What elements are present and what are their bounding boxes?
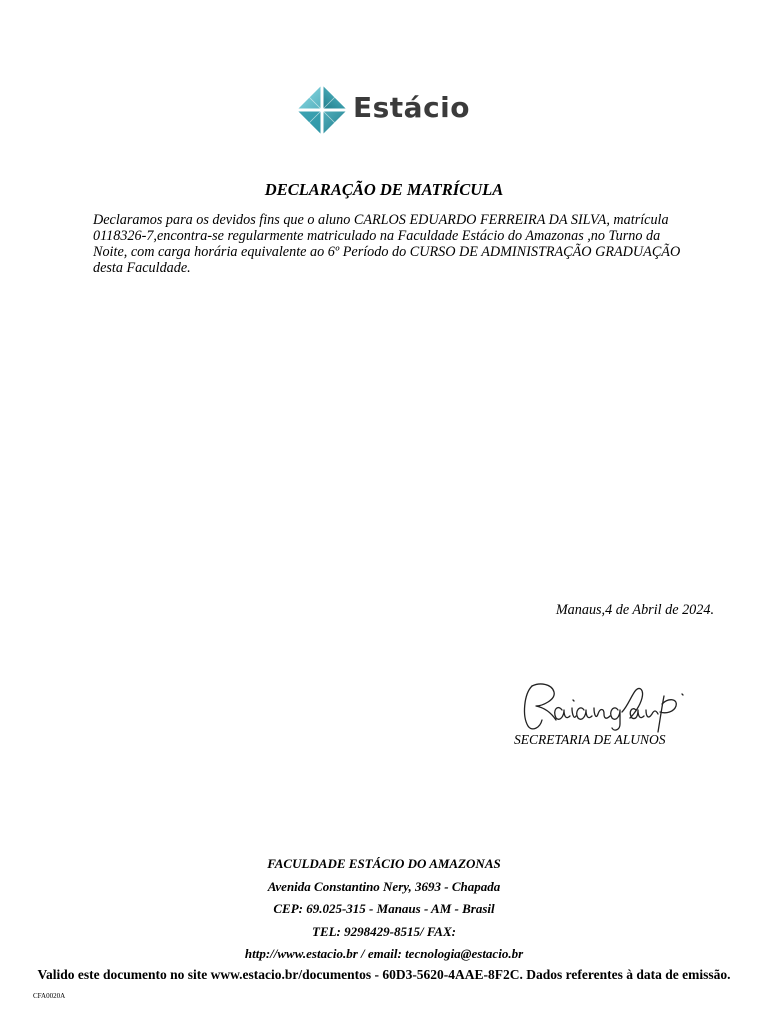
document-title: DECLARAÇÃO DE MATRÍCULA [264, 180, 504, 199]
estacio-diamond-icon [296, 84, 348, 136]
signature-office: SECRETARIA DE ALUNOS [514, 732, 666, 747]
footer-address: Avenida Constantino Nery, 3693 - Chapada [267, 879, 501, 894]
handwritten-signature [518, 676, 696, 734]
footer-web: http://www.estacio.br / email: tecnologia@estacio.br [244, 946, 524, 961]
estacio-logo [296, 84, 476, 138]
logo-text: Estácio [353, 91, 471, 124]
place-date: Manaus,4 de Abril de 2024. [555, 602, 714, 618]
footer-cep: CEP: 69.025-315 - Manaus - AM - Brasil [273, 901, 495, 916]
declaration-body: Declaramos para os devidos fins que o aluno CARLOS EDUARDO FERREIRA DA SILVA, matrícula 0118326-7,encontra-se regularmente matriculado na Faculdade Estácio do Amazonas ,no Turno da Noite, com carga horária equivalente ao 6º Período do CURSO DE ADMINISTRAÇÃO GRADUAÇÃO desta Faculdade. [93, 212, 681, 276]
validation-notice: Valido este documento no site www.estacio.br/documentos - 60D3-5620-4AAE-8F2C. Dados referentes à data de emissão. [37, 967, 731, 982]
document-code: CFA0020A [33, 992, 66, 1000]
footer-tel: TEL: 9298429-8515/ FAX: [312, 924, 456, 939]
footer-institution: FACULDADE ESTÁCIO DO AMAZONAS [267, 856, 501, 871]
